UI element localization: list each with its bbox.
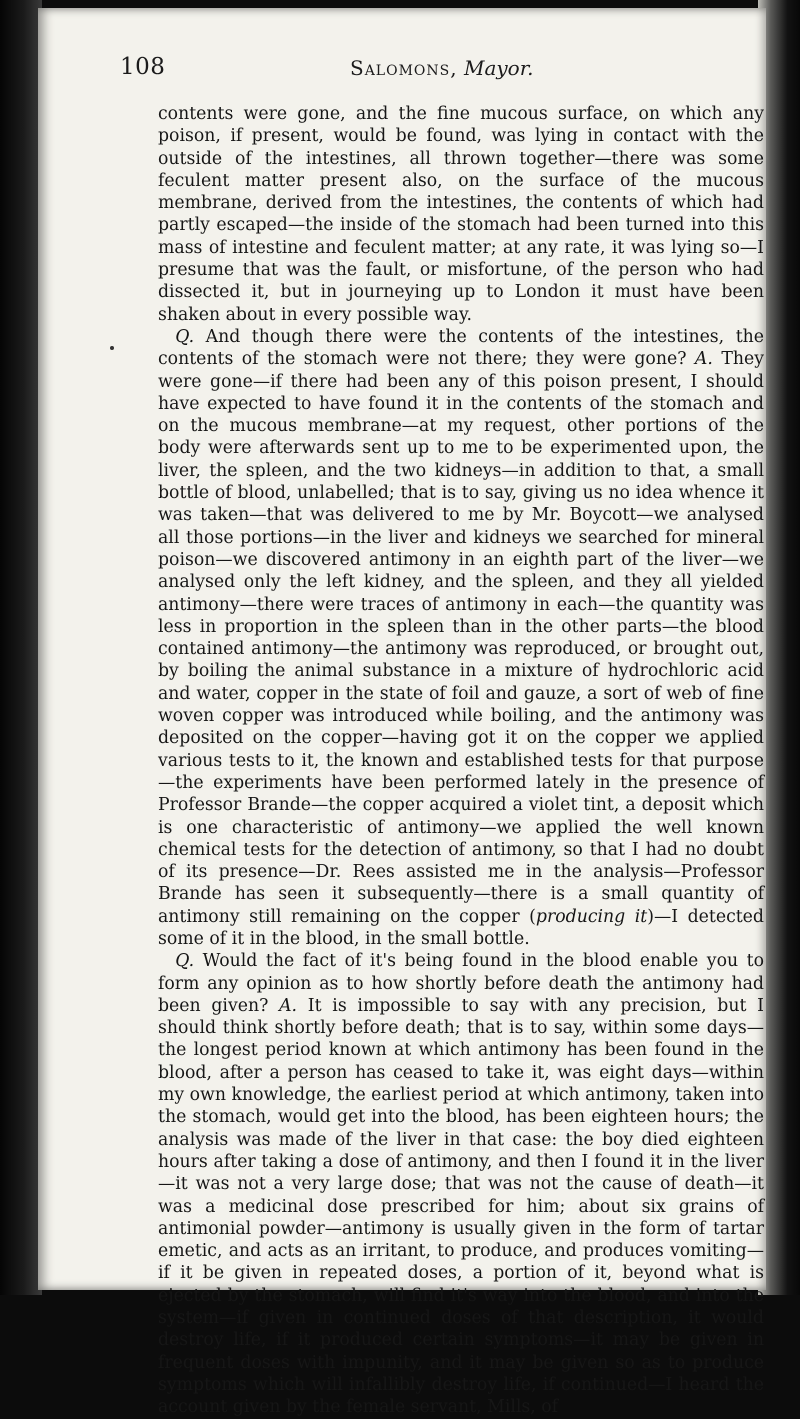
running-head-role: Mayor.: [463, 56, 534, 80]
paragraph-qa-2: [158, 950, 764, 1418]
page-body: [158, 103, 764, 1419]
margin-mark: [110, 346, 114, 350]
paragraph-continuation: contents were gone, and the fine mucous surface, on which any poison, if present, would be found, was lying in contact with the outside of the intestines, all thrown together—there was some feculent matter present also, on the surface of the mucous membrane, derived from the intestines, the contents of which had partly escaped—the inside of the stomach had been turned into this mass of intestine and feculent matter; at any rate, it was lying so—I presume that was the fault, or misfortune, of the person who had dissected it, but in journeying up to London it must have been shaken about in every possible way.: [158, 104, 764, 325]
running-head: [350, 56, 533, 80]
question-text: Would the fact of it's being found in the blood enable you to form any opinion as to how shortly before death the antimony had been given?: [158, 951, 764, 1016]
answer-label: A.: [694, 349, 713, 370]
answer-text: It is impossible to say with any precision, but I should think shortly before death; that is to say, within some days—the longest period known at which antimony has been found in the blood, after a person has ceased to take it, was eight days—within my own knowledge, the earliest period at which antimony, taken into the stomach, would get into the blood, has been eighteen hours; the analysis was made of the liver in that case: the boy died eighteen hours after taking a dose of antimony, and then I found it in the liver—it was not a very large dose; that was not the cause of death—it was a medicinal dose prescribed for him; about six grains of antimonial powder—antimony is usually given in the form of tartar emetic, and acts as an irritant, to produce, and produces vomiting—if it be given in repeated doses, a portion of it, beyond what is ejected by the stomach, will find it's way into the blood, and into the system—if given in continued doses of that description, it would destroy life, if it produced certain symptoms—it may be given in frequent doses with impunity, and it may be given so as to produce symptoms which will infallibly destroy life, if continued—I heard the account given by the female servant, Mills, of: [158, 995, 764, 1418]
question-text: And though there were the contents of the intestines, the contents of the stomach were not there; they were gone?: [158, 326, 764, 370]
question-label: Q.: [175, 951, 195, 972]
page-header: [120, 54, 730, 86]
answer-label: A.: [279, 995, 298, 1016]
answer-text-end: )—I detected some of it in the blood, in the small bottle.: [158, 906, 764, 949]
running-head-name: Salomons,: [350, 56, 458, 80]
answer-text: They were gone—if there had been any of this poison present, I should have expected to have found it in the contents of the stomach and on the mucous membrane—at my request, other portions of the body were afterwards sent up to me to be experimented upon, the liver, the spleen, and the two kidneys—in addition to that, a small bottle of blood, unlabelled; that is to say, giving us no idea whence it was taken—that was delivered to me by Mr. Boycott—we analysed all those portions—in the liver and kidneys we searched for mineral poison—we discovered antimony in an eighth part of the liver—we analysed only the left kidney, and the spleen, and they all yielded antimony—there were traces of antimony in each—the quantity was less in proportion in the spleen than in the other parts—the blood contained antimony—the antimony was reproduced, or brought out, by boiling the animal substance in a mixture of hydrochloric acid and water, copper in the state of foil and gauze, a sort of web of fine woven copper was introduced while boiling, and the antimony was deposited on the copper—having got it on the copper we applied various tests to it, the known and established tests for that purpose—the experiments have been performed lately in the presence of Professor Brande—the copper acquired a violet tint, a deposit which is one characteristic of antimony—we applied the well known chemical tests for the detection of antimony, so that I had no doubt of its presence—Dr. Rees assisted me in the analysis—Professor Brande has seen it subsequently—there is a small quantity of antimony still remaining on the copper (: [158, 349, 765, 927]
question-label: Q.: [175, 326, 195, 347]
page-number: 108: [120, 54, 166, 80]
answer-italic-aside: producing it: [535, 906, 648, 927]
book-gutter-left: [0, 0, 42, 1295]
paragraph-qa-1: [158, 326, 764, 950]
